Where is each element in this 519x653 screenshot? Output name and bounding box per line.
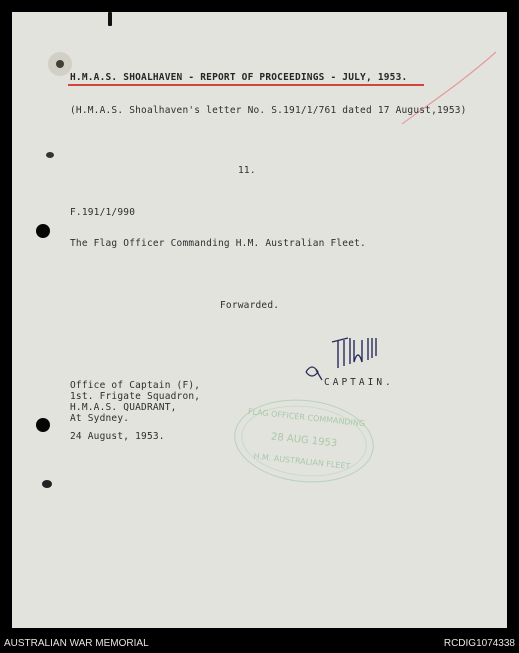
binder-hole-icon (36, 224, 50, 238)
sender-line: At Sydney. (70, 413, 130, 424)
sender-line: Office of Captain (F), (70, 380, 201, 391)
sender-block (70, 380, 200, 424)
footer-source: AUSTRALIAN WAR MEMORIAL (4, 638, 149, 649)
received-stamp (230, 393, 378, 489)
document-page (12, 12, 507, 628)
stamp-date: 28 AUG 1953 (270, 431, 338, 450)
paper-stain (48, 52, 72, 76)
paper-stain (46, 152, 54, 158)
sender-line: 1st. Frigate Squadron, (70, 391, 201, 402)
paper-stain (42, 480, 52, 488)
archive-footer (0, 634, 519, 653)
footer-id: RCDIG1074338 (443, 638, 515, 649)
file-number: F.191/1/990 (70, 207, 136, 218)
document-date: 24 August, 1953. (70, 431, 165, 442)
binder-hole-icon (36, 418, 50, 432)
title-underline (68, 84, 424, 86)
paper-stain (108, 12, 112, 26)
stamp-line: FLAG OFFICER COMMANDING (247, 406, 366, 429)
reference-line: (H.M.A.S. Shoalhaven's letter No. S.191/1/761 dated 17 August,1953) (70, 105, 467, 116)
stamp-line: H.M. AUSTRALIAN FLEET (253, 451, 351, 471)
red-pencil-mark (392, 42, 502, 132)
addressee-line: The Flag Officer Commanding H.M. Australian Fleet. (70, 238, 366, 249)
document-title: H.M.A.S. SHOALHAVEN - REPORT OF PROCEEDINGS - JULY, 1953. (70, 72, 408, 83)
action-text: Forwarded. (220, 300, 280, 311)
sender-line: H.M.A.S. QUADRANT, (70, 402, 177, 413)
page-number: 11. (238, 165, 256, 176)
signature-title: CAPTAIN. (324, 377, 394, 388)
